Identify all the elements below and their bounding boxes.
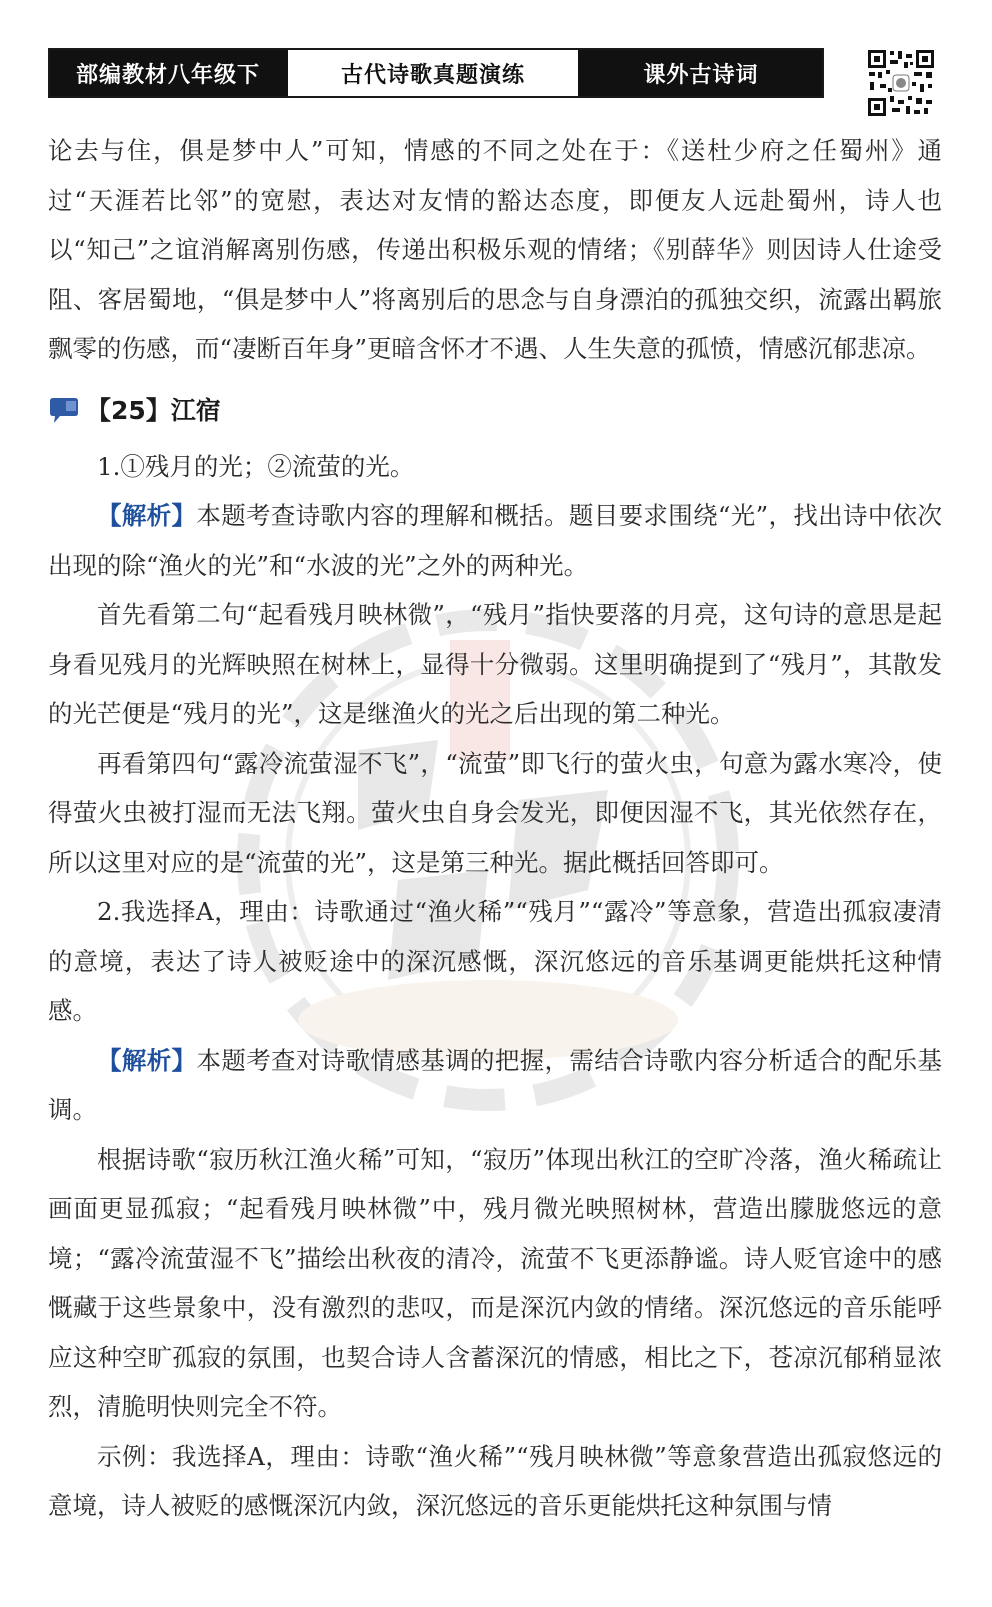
qr-code-icon: [866, 48, 936, 118]
header-category-label: 课外古诗词: [580, 50, 822, 96]
paragraph-firefly: 再看第四句“露冷流萤湿不飞”，“流萤”即飞行的萤火虫，句意为露水寒冷，使得萤火虫被打湿而无法飞翔。萤火虫自身会发光，即便因湿不飞，其光依然存在，所以这里对应的是“流萤的光”，这是第三种光。据此概括回答即可。: [48, 748, 942, 877]
document-body: [48, 126, 942, 1531]
answer-2: 2.我选择A，理由：诗歌通过“渔火稀”“残月”“露冷”等意象，营造出孤寂凄清的意境，表达了诗人被贬途中的深沉感慨，深沉悠远的音乐基调更能烘托这种情感。: [48, 897, 942, 1025]
analysis-label: 【解析】: [97, 1045, 197, 1075]
note-bubble-icon: [48, 397, 80, 425]
section-heading: [48, 380, 942, 442]
analysis-2-text: 本题考查对诗歌情感基调的把握，需结合诗歌内容分析适合的配乐基调。: [48, 1045, 943, 1124]
analysis-2: [48, 1036, 942, 1135]
analysis-1-text: 本题考查诗歌内容的理解和概括。题目要求围绕“光”，找出诗中依次出现的除“渔火的光”和“水波的光”之外的两种光。: [48, 501, 942, 580]
page-header: [48, 48, 824, 98]
header-grade-label: 部编教材八年级下: [50, 50, 286, 96]
analysis-label: 【解析】: [97, 501, 197, 530]
header-topic-label: 古代诗歌真题演练: [286, 50, 580, 96]
paragraph-residual-moon: 首先看第二句“起看残月映林微”，“残月”指快要落的月亮，这句诗的意思是起身看见残月的光辉映照在树林上，显得十分微弱。这里明确提到了“残月”，其散发的光芒便是“残月的光”，这是继渔火的光之后出现的第二种光。: [48, 600, 942, 728]
section-title: 【25】江宿: [86, 395, 221, 425]
answer-1: 1.①残月的光；②流萤的光。: [97, 451, 415, 481]
paragraph-mood-analysis: 根据诗歌“寂历秋江渔火稀”可知，“寂历”体现出秋江的空旷冷落，渔火稀疏让画面更显孤寂；“起看残月映林微”中，残月微光映照树林，营造出朦胧悠远的意境；“露冷流萤湿不飞”描绘出秋夜的清冷，流萤不飞更添静谧。诗人贬官途中的感慨藏于这些景象中，没有激烈的悲叹，而是深沉内敛的情绪。深沉悠远的音乐能呼应这种空旷孤寂的氛围，也契合诗人含蓄深沉的情感，相比之下，苍凉沉郁稍显浓烈，清脆明快则完全不符。: [48, 1144, 942, 1421]
continued-paragraph: 论去与住，俱是梦中人”可知，情感的不同之处在于：《送杜少府之任蜀州》通过“天涯若比邻”的宽慰，表达对友情的豁达态度，即便友人远赴蜀州，诗人也以“知己”之谊消解离别伤感，传递出积极乐观的情绪；《别薛华》则因诗人仕途受阻、客居蜀地，“俱是梦中人”将离别后的思念与自身漂泊的孤独交织，流露出羁旅飘零的伤感，而“凄断百年身”更暗含怀才不遇、人生失意的孤愤，情感沉郁悲凉。: [48, 136, 942, 363]
paragraph-example: 示例：我选择A，理由：诗歌“渔火稀”“残月映林微”等意象营造出孤寂悠远的意境，诗人被贬的感慨深沉内敛，深沉悠远的音乐更能烘托这种氛围与情: [48, 1441, 942, 1520]
analysis-1: [48, 491, 942, 590]
